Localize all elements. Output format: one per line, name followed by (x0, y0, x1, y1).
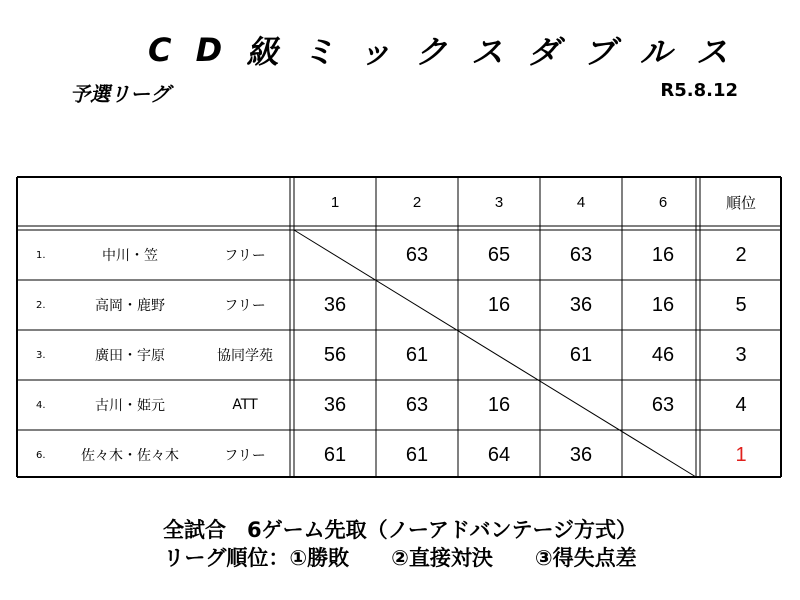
score-cell: 65 (487, 243, 511, 266)
league-subtitle: 予選リーグ (70, 82, 170, 106)
title-char: ク (414, 33, 447, 71)
row-number: 6. (36, 449, 46, 461)
title-char: ッ (358, 33, 391, 71)
club-name: ATT (232, 397, 258, 413)
column-header: 3 (494, 193, 504, 211)
score-cell: 61 (323, 443, 347, 466)
score-cell: 61 (405, 443, 429, 466)
column-header: 2 (412, 193, 422, 211)
title-char: ダ (527, 33, 560, 71)
score-cell (376, 280, 458, 330)
player-names: 高岡・鹿野 (95, 298, 165, 314)
club-name: フリー (224, 448, 266, 464)
score-cell: 16 (651, 243, 675, 266)
title-char: ミ (302, 33, 335, 71)
score-cell: 56 (323, 343, 347, 366)
score-cell: 16 (487, 393, 511, 416)
club-name: 協同学苑 (217, 348, 273, 364)
column-header: 1 (330, 193, 340, 211)
column-header: 6 (658, 193, 668, 211)
league-table (16, 176, 782, 478)
score-cell: 64 (487, 443, 511, 466)
score-cell (540, 380, 622, 430)
rank-cell: 4 (735, 393, 747, 416)
title-char: ル (639, 33, 672, 71)
rank-cell: 2 (735, 243, 747, 266)
player-names: 佐々木・佐々木 (81, 448, 179, 464)
player-names: 古川・姫元 (95, 398, 165, 414)
rank-cell: 3 (735, 343, 747, 366)
score-cell: 36 (569, 443, 593, 466)
title-char: ス (471, 33, 504, 71)
club-name: フリー (224, 248, 266, 264)
title-char: 級 (246, 33, 279, 71)
club-name: フリー (224, 298, 266, 314)
row-number: 2. (36, 299, 46, 311)
score-cell (294, 230, 376, 280)
row-number: 1. (36, 249, 46, 261)
score-cell: 61 (405, 343, 429, 366)
score-cell: 61 (569, 343, 593, 366)
score-cell: 63 (569, 243, 593, 266)
row-number: 3. (36, 349, 46, 361)
title-char: C (148, 31, 172, 69)
rules-line-ranking: リーグ順位：①勝敗 ②直接対決 ③得失点差 (163, 546, 637, 570)
title-char: ス (695, 33, 728, 71)
score-cell: 16 (651, 293, 675, 316)
player-names: 中川・笠 (102, 248, 158, 264)
score-cell: 63 (405, 243, 429, 266)
player-names: 廣田・宇原 (95, 348, 165, 364)
score-cell: 36 (569, 293, 593, 316)
title-char: D (195, 31, 223, 69)
score-cell (622, 430, 704, 480)
event-date: R5.8.12 (660, 80, 738, 101)
score-cell: 16 (487, 293, 511, 316)
page-title (148, 28, 728, 72)
rank-cell: 1 (735, 443, 747, 466)
rank-cell: 5 (735, 293, 747, 316)
score-cell (458, 330, 540, 380)
rank-header: 順位 (725, 194, 756, 212)
score-cell: 46 (651, 343, 675, 366)
score-cell: 36 (323, 293, 347, 316)
score-cell: 36 (323, 393, 347, 416)
column-header: 4 (576, 193, 586, 211)
row-number: 4. (36, 399, 46, 411)
rules-line-match-format: 全試合 6ゲーム先取（ノーアドバンテージ方式） (162, 518, 638, 542)
score-cell: 63 (405, 393, 429, 416)
score-cell: 63 (651, 393, 675, 416)
title-char: ブ (583, 33, 616, 71)
